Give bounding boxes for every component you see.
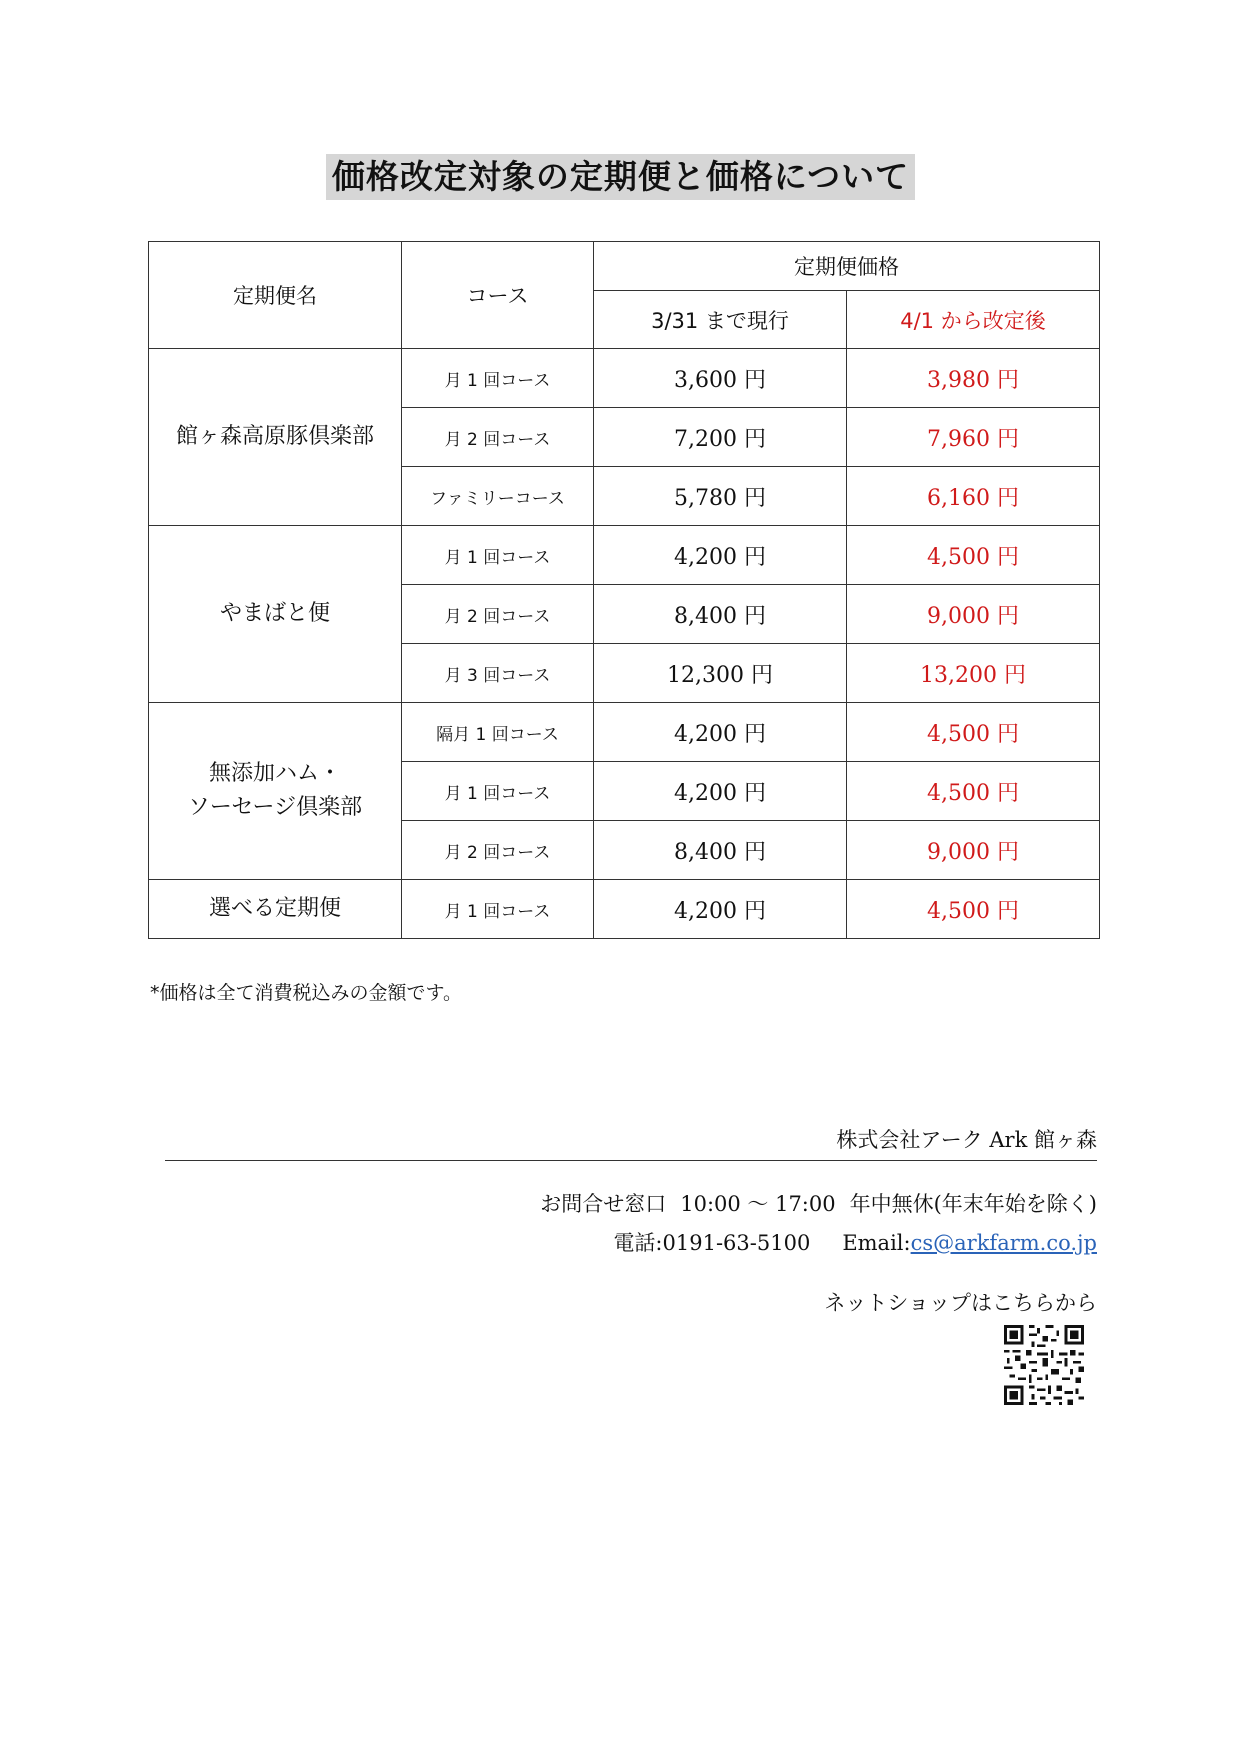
revised-price: 9,000 円 [847, 821, 1100, 880]
table-header-row [149, 242, 1100, 291]
table-row [149, 526, 1100, 585]
course-cell: 月 1 回コース [402, 880, 594, 939]
contact-hours [540, 1188, 1097, 1218]
revised-price: 7,960 円 [847, 408, 1100, 467]
revised-price: 13,200 円 [847, 644, 1100, 703]
revised-price: 4,500 円 [847, 703, 1100, 762]
title-wrapper [0, 154, 1241, 200]
revised-price: 3,980 円 [847, 349, 1100, 408]
email-label: Email: [842, 1231, 911, 1255]
hours-days: 年中無休(年末年始を除く) [849, 1192, 1097, 1216]
plan-name: やまばと便 [149, 526, 402, 703]
plan-name-line1: 無添加ハム・ [208, 761, 341, 786]
current-price: 12,300 円 [594, 644, 847, 703]
divider [165, 1160, 1097, 1161]
email-link[interactable]: cs@arkfarm.co.jp [910, 1231, 1097, 1255]
current-price: 5,780 円 [594, 467, 847, 526]
table-row [149, 703, 1100, 762]
table-row [149, 880, 1100, 939]
course-cell: 月 2 回コース [402, 408, 594, 467]
hours-label: お問合せ窓口 [540, 1192, 667, 1216]
current-price: 8,400 円 [594, 585, 847, 644]
plan-name-line2: ソーセージ倶楽部 [187, 795, 363, 820]
course-cell: 月 3 回コース [402, 644, 594, 703]
revised-price: 9,000 円 [847, 585, 1100, 644]
course-cell: 月 2 回コース [402, 585, 594, 644]
course-cell: ファミリーコース [402, 467, 594, 526]
contact-info [613, 1227, 1097, 1257]
revised-price: 4,500 円 [847, 526, 1100, 585]
plan-name: 選べる定期便 [149, 880, 402, 939]
current-price: 4,200 円 [594, 762, 847, 821]
revised-price: 6,160 円 [847, 467, 1100, 526]
current-price: 3,600 円 [594, 349, 847, 408]
current-price: 4,200 円 [594, 880, 847, 939]
current-price: 4,200 円 [594, 703, 847, 762]
revised-price: 4,500 円 [847, 762, 1100, 821]
page-title: 価格改定対象の定期便と価格について [326, 154, 915, 200]
current-price: 4,200 円 [594, 526, 847, 585]
phone-number: 電話:0191-63-5100 [613, 1231, 811, 1255]
header-price-group: 定期便価格 [594, 242, 1100, 291]
company-name: 株式会社アーク Ark 館ヶ森 [836, 1128, 1097, 1152]
course-cell: 月 1 回コース [402, 762, 594, 821]
header-course: コース [402, 242, 594, 349]
tax-note: *価格は全て消費税込みの金額です。 [150, 982, 462, 1004]
course-cell: 隔月 1 回コース [402, 703, 594, 762]
course-cell: 月 1 回コース [402, 526, 594, 585]
plan-name [149, 703, 402, 880]
course-cell: 月 1 回コース [402, 349, 594, 408]
qr-code-icon[interactable] [1004, 1325, 1084, 1405]
price-table [148, 241, 1100, 939]
shop-text: ネットショップはこちらから [824, 1291, 1097, 1315]
hours-time: 10:00 ～ 17:00 [680, 1192, 836, 1216]
course-cell: 月 2 回コース [402, 821, 594, 880]
header-name: 定期便名 [149, 242, 402, 349]
revised-price: 4,500 円 [847, 880, 1100, 939]
header-revised: 4/1 から改定後 [847, 291, 1100, 349]
header-current: 3/31 まで現行 [594, 291, 847, 349]
current-price: 8,400 円 [594, 821, 847, 880]
table-row [149, 349, 1100, 408]
current-price: 7,200 円 [594, 408, 847, 467]
plan-name: 館ヶ森高原豚倶楽部 [149, 349, 402, 526]
